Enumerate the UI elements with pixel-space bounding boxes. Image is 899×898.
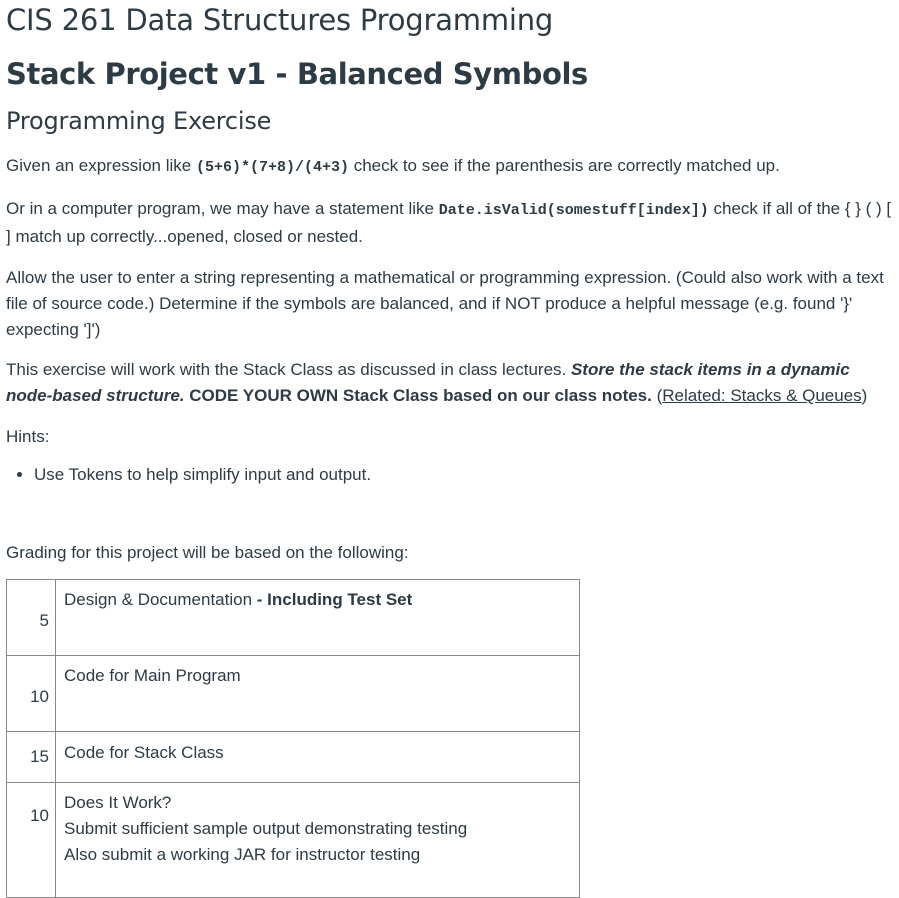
program-text-post: check if all of the { } ( ) [ ] match up correctly...opened, closed or nested. bbox=[6, 199, 892, 246]
criteria-cell: Code for Main Program bbox=[56, 656, 580, 732]
points-cell: 15 bbox=[7, 732, 56, 783]
stack-bold-italic: Store the stack items in a dynamic node-based structure. bbox=[6, 360, 850, 405]
table-row bbox=[7, 580, 580, 656]
table-row bbox=[7, 783, 580, 898]
points-cell: 10 bbox=[7, 783, 56, 898]
criteria-cell: Code for Stack Class bbox=[56, 732, 580, 783]
expression-text-post: check to see if the parenthesis are correctly matched up. bbox=[348, 156, 780, 175]
grading-table bbox=[6, 579, 580, 898]
expression-text-pre: Given an expression like bbox=[6, 156, 196, 175]
hints-label: Hints: bbox=[6, 427, 50, 446]
expression-paragraph bbox=[6, 153, 893, 181]
related-link[interactable]: Related: Stacks & Queues bbox=[662, 386, 862, 405]
criteria-cell: Does It Work? Submit sufficient sample output demonstrating testing Also submit a working JAR for instructor testing bbox=[56, 783, 580, 898]
course-title: CIS 261 Data Structures Programming bbox=[6, 3, 554, 37]
stack-text-pre: This exercise will work with the Stack Class as discussed in class lectures. bbox=[6, 360, 571, 379]
hints-list bbox=[6, 462, 893, 488]
table-row bbox=[7, 732, 580, 783]
program-code: Date.isValid(somestuff[index]) bbox=[438, 202, 709, 219]
criteria-cell: Design & Documentation - Including Test Set bbox=[56, 580, 580, 656]
table-row bbox=[7, 656, 580, 732]
program-text-pre: Or in a computer program, we may have a statement like bbox=[6, 199, 439, 218]
requirements-paragraph: Allow the user to enter a string representing a mathematical or programming expression. (Could also work with a text file of source code.) Determine if the symbols are balanced, and if NOT produce a helpful message (e.g. found '}' expecting ']') bbox=[6, 268, 884, 339]
page-content bbox=[0, 2, 899, 898]
stack-class-paragraph: This exercise will work with the Stack Class as discussed in class lectures. Store the stack items in a dynamic node-based structure. CODE YOUR OWN Stack Class based on our class notes. (Related: Stacks & Queues) bbox=[6, 360, 868, 405]
points-cell: 10 bbox=[7, 656, 56, 732]
section-heading: Programming Exercise bbox=[6, 107, 272, 135]
program-paragraph bbox=[6, 196, 893, 250]
stack-bold: CODE YOUR OWN Stack Class based on our class notes. bbox=[184, 386, 652, 405]
project-title: Stack Project v1 - Balanced Symbols bbox=[6, 57, 588, 91]
expression-code: (5+6)*(7+8)/(4+3) bbox=[195, 159, 349, 176]
grading-intro: Grading for this project will be based on the following: bbox=[6, 543, 409, 562]
list-item: • Use Tokens to help simplify input and output. bbox=[34, 462, 893, 488]
points-cell: 5 bbox=[7, 580, 56, 656]
